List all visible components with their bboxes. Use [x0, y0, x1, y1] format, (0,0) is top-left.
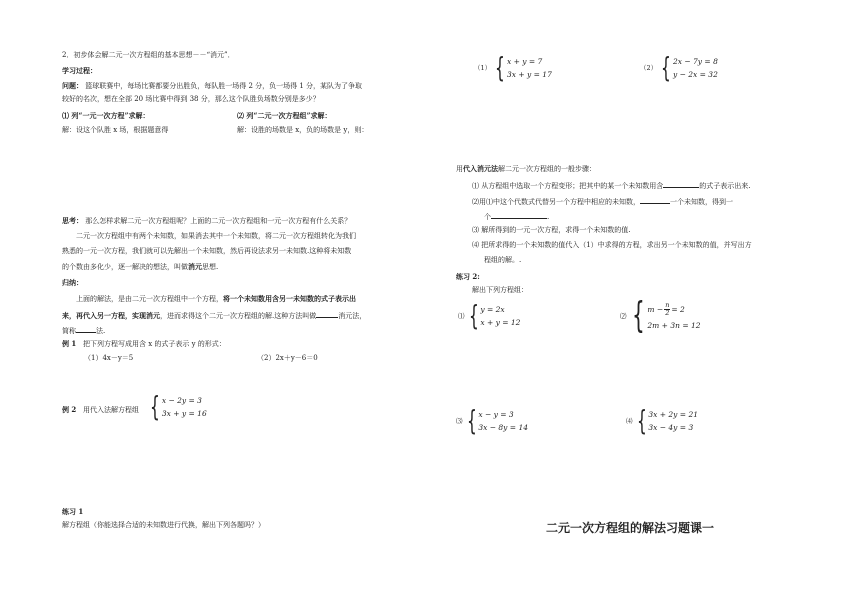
- summary-line-1: [76, 294, 356, 304]
- q2-fraction-denominator: 2: [665, 309, 670, 317]
- q4-eq-1: 3x + 2y = 21: [648, 410, 698, 419]
- example-2-eq-2: 3x + y = 16: [161, 409, 207, 418]
- practice-2-system-3: [456, 404, 528, 437]
- q1-label: ⑴: [458, 311, 465, 320]
- example-1-a: （1）4x－y＝5: [84, 354, 134, 362]
- q1-eq-1: y = 2x: [480, 305, 505, 314]
- example-2: [62, 405, 139, 415]
- q3-eq-1: x − y = 3: [478, 410, 514, 419]
- step-2-d: .: [547, 213, 550, 221]
- think-line: [62, 216, 351, 226]
- summary-text-1a: 上面的解法，是由二元一次方程组中一个方程，: [76, 295, 223, 303]
- method-1-text: 解：设这个队胜 x 场，根据题意得: [62, 126, 169, 134]
- summary-text-2a: 来，再代入另一方程，实现消元: [62, 311, 160, 320]
- system-2-eq-2: y − 2x = 32: [672, 70, 718, 79]
- brace-icon: {: [466, 404, 477, 437]
- system-2-eq-1: 2x − 7y = 8: [672, 57, 718, 66]
- problem-text-1: 篮球联赛中，每场比赛都要分出胜负，每队胜一场得 2 分，负一场得 1 分，某队为了争取: [85, 82, 363, 90]
- practice-2-label: 练习 2:: [456, 272, 480, 281]
- summary-text-2b: ，进而求得这个二元一次方程组的解.这种方法叫做: [160, 312, 317, 320]
- practice-2-system-1: [458, 299, 521, 332]
- system-1-label: （1）: [474, 63, 492, 72]
- example-2-label: 例 2: [62, 405, 77, 414]
- system-1-eq-2: 3x + y = 17: [506, 70, 552, 79]
- intro-goal-2: 2．初步体会解二元一次方程组的基本思想－－“消元”．: [62, 51, 235, 59]
- para1-bold: 消元: [188, 262, 202, 271]
- step-1-a: ⑴ 从方程组中选取一个方程变形；把其中的某一个未知数用含: [472, 182, 664, 190]
- practice-2-system-2: [620, 295, 701, 336]
- problem-line-1: [62, 81, 362, 91]
- para1-line-2: 熟悉的一元一次方程，我们就可以先解出一个未知数，然后再设法求另一未知数.这种将未知数: [62, 247, 352, 255]
- example-2-text: 用代入法解方程组: [83, 406, 139, 414]
- process-heading: 学习过程：: [62, 66, 97, 75]
- example-2-eq-1: x − 2y = 3: [161, 396, 202, 405]
- q3-label: ⑶: [456, 416, 463, 425]
- brace-icon: {: [631, 295, 645, 336]
- step-2-c: 个: [484, 213, 491, 221]
- q2-fraction: [664, 302, 670, 317]
- step-1-b: 的式子表示出来.: [699, 182, 751, 190]
- step-4: ⑷ 把所求得的一个未知数的值代入（1）中求得的方程，求出另一个未知数的值，并写出方: [472, 241, 752, 249]
- brace-icon: {: [150, 390, 160, 423]
- page-title: 二元一次方程组的解法习题课一: [546, 521, 715, 535]
- brace-icon: {: [468, 299, 479, 332]
- practice-1-text: 解方程组（你能选择合适的未知数进行代换，解出下列各题吗？）: [62, 521, 265, 529]
- blank-step-2b[interactable]: [491, 211, 550, 221]
- q2-eq-1-post: = 2: [671, 305, 685, 314]
- blank-method-name[interactable]: [316, 310, 338, 318]
- step-2-cont: [484, 211, 549, 222]
- problem-label: 问题：: [62, 81, 83, 90]
- think-text: 那么怎样求解二元一次方程组呢？上面的二元一次方程组和一元一次方程有什么关系？: [85, 217, 352, 225]
- q3-eq-2: 3x − 8y = 14: [478, 423, 528, 432]
- q2-eq-1-pre: m −: [647, 305, 664, 314]
- step-4-cont: 程组的解。.: [484, 256, 522, 264]
- para1-line-1: 二元一次方程组中有两个未知数，如果消去其中一个未知数，将二元一次方程组转化为我们: [76, 232, 356, 240]
- problem-line-2: 较好的名次，想在全部 20 场比赛中得到 38 分，那么这个队胜负场数分别是多少？: [62, 95, 320, 103]
- think-label: 思考：: [62, 216, 83, 225]
- example-1-label: 例 1: [62, 339, 77, 348]
- summary-text-3b: 法.: [96, 327, 106, 335]
- practice-1-system-1: [474, 51, 552, 84]
- q2-label: ⑵: [620, 311, 627, 320]
- practice-2-text: 解出下列方程组：: [472, 286, 528, 294]
- para1-text-3: 的个数由多化少，逐一解决的想法，叫做: [62, 263, 188, 271]
- brace-icon: {: [661, 51, 671, 84]
- method-2-title: ⑵ 列“二元一次方程组”求解：: [237, 111, 332, 120]
- summary-line-2: [62, 310, 366, 321]
- steps-intro-bold: 代入消元法: [463, 164, 498, 173]
- q1-eq-2: x + y = 12: [480, 318, 521, 327]
- summary-text-1b: 将一个未知数用含另一未知数的式子表示出: [223, 294, 356, 303]
- q4-label: ⑷: [626, 416, 633, 425]
- example-1: [62, 339, 226, 349]
- practice-1-label: 练习 1: [62, 507, 84, 516]
- step-2: [472, 196, 733, 207]
- step-3: ⑶ 解所得到的一元一次方程，求得一个未知数的值.: [472, 226, 631, 234]
- practice-2-system-4: [626, 404, 698, 437]
- q2-eq-2: 2m + 3n = 12: [647, 321, 701, 330]
- example-1-b: （2）2x＋y－6＝0: [257, 354, 318, 362]
- step-1: [472, 180, 750, 191]
- para1-line-3: [62, 262, 218, 272]
- q4-eq-2: 3x − 4y = 3: [648, 423, 694, 432]
- para1-end: 思想.: [202, 263, 219, 271]
- step-2-a: ⑵用⑴中这个代数式代替另一个方程中相应的未知数，: [472, 198, 640, 206]
- steps-intro-b: 解二元一次方程组的一般步骤：: [498, 165, 596, 173]
- system-2-label: （2）: [640, 63, 658, 72]
- brace-icon: {: [636, 404, 647, 437]
- summary-text-2c: 消元法，: [338, 312, 367, 320]
- method-1-title: ⑴ 列“一元一次方程”求解：: [62, 111, 150, 120]
- step-2-b: 一个未知数，得到一: [670, 198, 733, 206]
- q2-eq-1: [647, 300, 700, 319]
- steps-intro-a: 用: [456, 165, 463, 173]
- system-1-eq-1: x + y = 7: [506, 57, 543, 66]
- summary-line-3: [62, 325, 105, 336]
- example-1-text: 把下列方程写成用含 x 的式子表示 y 的形式：: [83, 340, 226, 348]
- steps-intro: [456, 164, 596, 174]
- q2-fraction-numerator: n: [665, 301, 670, 309]
- example-2-system: [148, 390, 207, 423]
- blank-step-2a[interactable]: [640, 196, 670, 204]
- practice-1-system-2: [640, 51, 718, 84]
- method-2-text: 解：设胜的场数是 x，负的场数是 y，则：: [237, 126, 369, 134]
- brace-icon: {: [495, 51, 505, 84]
- blank-method-short[interactable]: [76, 325, 96, 333]
- blank-step-1[interactable]: [663, 180, 699, 188]
- summary-label: 归纳：: [62, 278, 83, 287]
- summary-text-3a: 简称: [62, 327, 76, 335]
